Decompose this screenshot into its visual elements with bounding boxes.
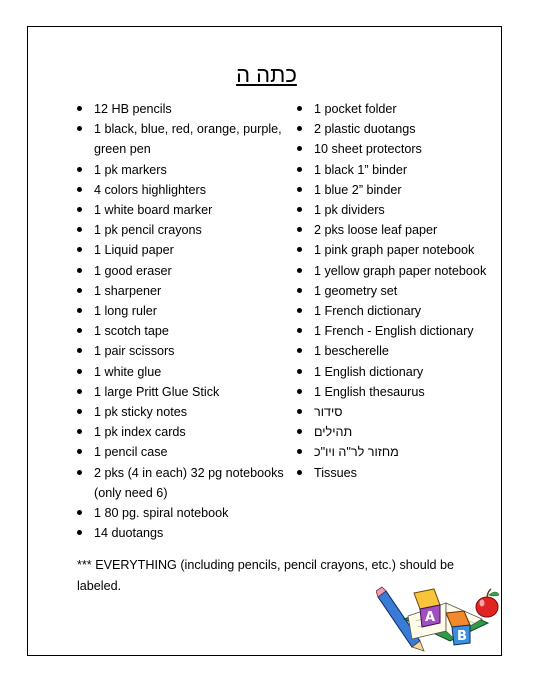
bullet-icon [77,409,82,414]
list-item [77,402,292,422]
list-item-label: 1 French - English dictionary [314,324,474,339]
bullet-icon [77,207,82,212]
list-item [77,200,292,220]
list-item [297,119,497,139]
list-item [297,341,497,361]
list-item [297,301,497,321]
list-item [77,362,292,382]
list-item [297,240,497,260]
list-item [297,463,497,483]
list-item [77,422,292,442]
list-item-label: 12 HB pencils [94,102,172,116]
bullet-icon [77,328,82,333]
list-item-label: 4 colors highlighters [94,182,207,197]
bullet-icon [77,106,82,111]
bullet-icon [77,167,82,172]
list-item-label: 1 geometry set [314,283,398,298]
list-item-label: 1 pk dividers [314,203,385,218]
bullet-icon [297,227,302,232]
bullet-icon [297,126,302,131]
list-item [77,341,292,361]
list-item-label: 2 plastic duotangs [314,122,416,137]
bullet-icon [297,308,302,313]
bullet-icon [297,146,302,151]
list-item-label: מחזור לר"ה ויו"כ [314,445,399,460]
list-item [77,99,292,119]
bullet-icon [297,449,302,454]
list-item-label: 1 pk index cards [94,425,186,440]
list-item [77,220,292,240]
list-item-label: 1 black 1” binder [314,162,408,177]
list-item [297,442,497,462]
list-item-label: 1 French dictionary [314,304,422,319]
list-item-label: 1 long ruler [94,304,158,319]
bullet-icon [297,470,302,475]
list-item-label: 1 blue 2” binder [314,182,402,197]
labeling-note: *** EVERYTHING (including pencils, pencil crayons, etc.) should be labeled. [77,558,455,593]
list-item [77,503,292,523]
list-item-label: תהילים [314,425,353,440]
list-item-label: 2 pks loose leaf paper [314,223,438,238]
bullet-icon [297,106,302,111]
bullet-icon [77,227,82,232]
bullet-icon [297,207,302,212]
bullet-icon [77,288,82,293]
bullet-icon [77,470,82,475]
list-item-label: 1 white glue [94,364,162,379]
bullet-icon [77,268,82,273]
list-item [297,402,497,422]
list-item-label: 1 bescherelle [314,344,389,359]
list-item [77,281,292,301]
school-clipart [376,583,500,653]
list-item-label: 1 English dictionary [314,364,424,379]
bullet-icon [297,167,302,172]
list-item-label: 1 pencil case [94,445,168,460]
bullet-icon [297,187,302,192]
supply-list-right [297,99,497,483]
bullet-icon [297,247,302,252]
svg-text:A: A [424,610,436,625]
list-item-label: 1 80 pg. spiral notebook [94,506,229,521]
list-item-label: 1 good eraser [94,263,172,278]
list-item [297,200,497,220]
list-item-label: 1 pk pencil crayons [94,223,202,238]
list-item [297,362,497,382]
list-item [297,160,497,180]
list-item-label: 1 scotch tape [94,324,169,339]
list-item [77,180,292,200]
apple-icon [476,589,499,617]
list-item [77,301,292,321]
list-item [77,160,292,180]
list-item-label: 1 pair scissors [94,344,175,359]
page-title: כתה ה [236,62,297,87]
bullet-icon [297,328,302,333]
list-item-label: 1 pocket folder [314,102,397,116]
list-item [77,442,292,462]
bullet-icon [77,348,82,353]
list-item [77,240,292,260]
bullet-icon [77,369,82,374]
list-item [297,281,497,301]
bullet-icon [297,409,302,414]
list-item [77,463,292,503]
bullet-icon [297,348,302,353]
bullet-icon [77,389,82,394]
list-item [77,523,292,543]
list-item [297,382,497,402]
list-item-label: 10 sheet protectors [314,142,422,157]
list-item [297,261,497,281]
list-item [297,220,497,240]
bullet-icon [297,389,302,394]
list-item [77,261,292,281]
list-item-label: Tissues [314,465,357,480]
list-item-label: 1 white board marker [94,203,213,218]
list-item [297,321,497,341]
bullet-icon [77,429,82,434]
svg-text:B: B [457,629,467,644]
bullet-icon [77,449,82,454]
list-item-label: סידור [314,405,343,420]
bullet-icon [77,126,82,131]
list-item-label: 1 large Pritt Glue Stick [94,384,220,399]
list-item [77,321,292,341]
list-item-label: 1 Liquid paper [94,243,174,258]
list-item [297,422,497,442]
list-item-label: 1 pk sticky notes [94,405,188,420]
list-item [77,119,292,159]
list-item-label: 1 black, blue, red, orange, purple, green pen [94,122,282,157]
bullet-icon [77,187,82,192]
book-icon [404,603,488,641]
supply-list-left [77,99,292,543]
list-item-label: 2 pks (4 in each) 32 pg notebooks (only need 6) [94,465,284,500]
bullet-icon [77,308,82,313]
bullet-icon [77,247,82,252]
list-item [297,139,497,159]
list-item-label: 1 sharpener [94,283,162,298]
bullet-icon [77,510,82,515]
list-item-label: 1 pink graph paper notebook [314,243,475,258]
list-item-label: 1 English thesaurus [314,384,425,399]
list-item [297,180,497,200]
list-item-label: 1 yellow graph paper notebook [314,263,487,278]
bullet-icon [297,268,302,273]
bullet-icon [297,429,302,434]
bullet-icon [297,369,302,374]
list-item-label: 14 duotangs [94,526,164,541]
list-item [77,382,292,402]
list-item-label: 1 pk markers [94,162,167,177]
list-item [297,99,497,119]
bullet-icon [297,288,302,293]
bullet-icon [77,530,82,535]
